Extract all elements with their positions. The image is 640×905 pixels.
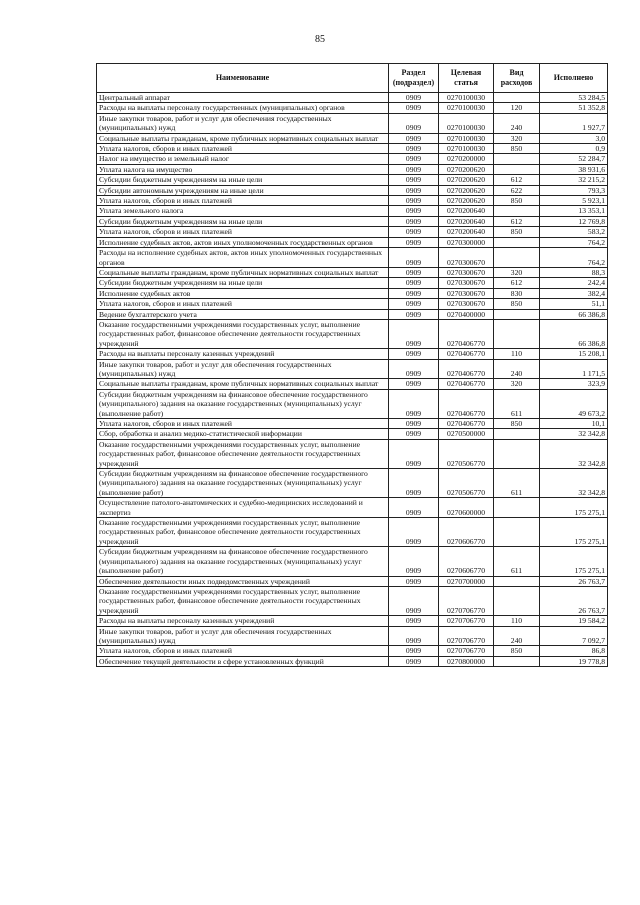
cell-target: 0270100030 xyxy=(439,113,494,133)
cell-target: 0270300670 xyxy=(439,278,494,288)
cell-section: 0909 xyxy=(389,133,439,143)
cell-kind: 850 xyxy=(494,227,540,237)
cell-section: 0909 xyxy=(389,288,439,298)
cell-target: 0270200620 xyxy=(439,175,494,185)
cell-kind xyxy=(494,93,540,103)
cell-name: Субсидии бюджетным учреждениям на иные цели xyxy=(97,278,389,288)
cell-amount: 5 923,1 xyxy=(540,196,608,206)
cell-kind: 850 xyxy=(494,419,540,429)
cell-name: Субсидии бюджетным учреждениям на финансовое обеспечение государственного (муниципального) задания на оказание государственных (муниципальных) услуг (выполнение работ) xyxy=(97,469,389,498)
cell-kind: 240 xyxy=(494,113,540,133)
table-row xyxy=(97,586,608,615)
cell-section: 0909 xyxy=(389,144,439,154)
cell-amount: 32 342,8 xyxy=(540,469,608,498)
cell-name: Субсидии бюджетным учреждениям на иные цели xyxy=(97,175,389,185)
cell-section: 0909 xyxy=(389,103,439,113)
cell-amount: 88,3 xyxy=(540,267,608,277)
cell-amount: 764,2 xyxy=(540,237,608,247)
table-row xyxy=(97,349,608,359)
cell-section: 0909 xyxy=(389,389,439,418)
header-target: Целевая статья xyxy=(439,64,494,93)
cell-kind xyxy=(494,164,540,174)
table-row xyxy=(97,646,608,656)
cell-kind: 622 xyxy=(494,185,540,195)
cell-kind xyxy=(494,154,540,164)
cell-amount: 19 778,8 xyxy=(540,656,608,666)
cell-section: 0909 xyxy=(389,576,439,586)
cell-amount: 3,0 xyxy=(540,133,608,143)
table-row xyxy=(97,389,608,418)
cell-section: 0909 xyxy=(389,419,439,429)
cell-amount: 1 171,5 xyxy=(540,359,608,379)
cell-amount: 175 275,1 xyxy=(540,498,608,518)
budget-execution-table xyxy=(96,63,608,667)
cell-name: Расходы на выплаты персоналу казенных учреждений xyxy=(97,349,389,359)
cell-section: 0909 xyxy=(389,547,439,576)
cell-target: 0270200620 xyxy=(439,164,494,174)
cell-name: Оказание государственными учреждениями государственных услуг, выполнение государственных работ, финансовое обеспечение деятельности государственных учреждений xyxy=(97,319,389,348)
table-row xyxy=(97,113,608,133)
cell-name: Уплата налогов, сборов и иных платежей xyxy=(97,144,389,154)
table-row xyxy=(97,164,608,174)
cell-name: Ведение бухгалтерского учета xyxy=(97,309,389,319)
table-row xyxy=(97,379,608,389)
cell-kind xyxy=(494,656,540,666)
cell-name: Уплата налогов, сборов и иных платежей xyxy=(97,646,389,656)
cell-kind xyxy=(494,576,540,586)
cell-target: 0270200620 xyxy=(439,185,494,195)
cell-kind: 850 xyxy=(494,144,540,154)
cell-target: 0270300670 xyxy=(439,248,494,268)
table-row xyxy=(97,616,608,626)
table-row xyxy=(97,103,608,113)
cell-amount: 764,2 xyxy=(540,248,608,268)
cell-name: Уплата налогов, сборов и иных платежей xyxy=(97,227,389,237)
cell-name: Социальные выплаты гражданам, кроме публичных нормативных социальных выплат xyxy=(97,267,389,277)
cell-amount: 38 931,6 xyxy=(540,164,608,174)
table-row xyxy=(97,206,608,216)
cell-amount: 242,4 xyxy=(540,278,608,288)
cell-section: 0909 xyxy=(389,309,439,319)
cell-amount: 13 353,1 xyxy=(540,206,608,216)
header-amount: Исполнено xyxy=(540,64,608,93)
table-row xyxy=(97,267,608,277)
cell-section: 0909 xyxy=(389,154,439,164)
table-row xyxy=(97,359,608,379)
cell-kind: 120 xyxy=(494,103,540,113)
cell-kind: 850 xyxy=(494,299,540,309)
cell-name: Иные закупки товаров, работ и услуг для обеспечения государственных (муниципальных) нужд xyxy=(97,113,389,133)
cell-section: 0909 xyxy=(389,278,439,288)
cell-name: Оказание государственными учреждениями государственных услуг, выполнение государственных работ, финансовое обеспечение деятельности государственных учреждений xyxy=(97,439,389,468)
cell-name: Социальные выплаты гражданам, кроме публичных нормативных социальных выплат xyxy=(97,133,389,143)
cell-section: 0909 xyxy=(389,646,439,656)
cell-target: 0270100030 xyxy=(439,93,494,103)
cell-amount: 793,3 xyxy=(540,185,608,195)
cell-kind: 320 xyxy=(494,267,540,277)
cell-target: 0270406770 xyxy=(439,419,494,429)
cell-section: 0909 xyxy=(389,429,439,439)
cell-section: 0909 xyxy=(389,93,439,103)
cell-kind: 110 xyxy=(494,349,540,359)
cell-amount: 49 673,2 xyxy=(540,389,608,418)
table-row xyxy=(97,93,608,103)
cell-target: 0270406770 xyxy=(439,389,494,418)
cell-target: 0270200640 xyxy=(439,206,494,216)
table-row xyxy=(97,144,608,154)
cell-amount: 175 275,1 xyxy=(540,547,608,576)
cell-section: 0909 xyxy=(389,267,439,277)
table-row xyxy=(97,299,608,309)
cell-target: 0270706770 xyxy=(439,616,494,626)
cell-name: Обеспечение текущей деятельности в сфере установленных функций xyxy=(97,656,389,666)
cell-section: 0909 xyxy=(389,206,439,216)
cell-amount: 32 342,8 xyxy=(540,429,608,439)
cell-target: 0270500000 xyxy=(439,429,494,439)
cell-target: 0270100030 xyxy=(439,103,494,113)
cell-name: Сбор, обработка и анализ медико-статистической информации xyxy=(97,429,389,439)
cell-section: 0909 xyxy=(389,175,439,185)
table-row xyxy=(97,154,608,164)
cell-kind: 611 xyxy=(494,389,540,418)
cell-target: 0270300670 xyxy=(439,299,494,309)
table-header-row xyxy=(97,64,608,93)
cell-amount: 86,8 xyxy=(540,646,608,656)
cell-kind: 611 xyxy=(494,547,540,576)
cell-target: 0270100030 xyxy=(439,144,494,154)
cell-name: Уплата налога на имущество xyxy=(97,164,389,174)
cell-name: Субсидии бюджетным учреждениям на финансовое обеспечение государственного (муниципального) задания на оказание государственных (муниципальных) услуг (выполнение работ) xyxy=(97,389,389,418)
cell-name: Субсидии автономным учреждениям на иные цели xyxy=(97,185,389,195)
cell-kind xyxy=(494,586,540,615)
cell-section: 0909 xyxy=(389,196,439,206)
cell-section: 0909 xyxy=(389,439,439,468)
cell-name: Субсидии бюджетным учреждениям на иные цели xyxy=(97,216,389,226)
cell-section: 0909 xyxy=(389,498,439,518)
cell-section: 0909 xyxy=(389,185,439,195)
cell-amount: 19 584,2 xyxy=(540,616,608,626)
cell-amount: 26 763,7 xyxy=(540,586,608,615)
cell-name: Уплата налогов, сборов и иных платежей xyxy=(97,299,389,309)
cell-target: 0270606770 xyxy=(439,518,494,547)
cell-kind: 850 xyxy=(494,646,540,656)
cell-kind: 320 xyxy=(494,379,540,389)
table-row xyxy=(97,576,608,586)
cell-kind: 830 xyxy=(494,288,540,298)
cell-name: Исполнение судебных актов xyxy=(97,288,389,298)
table-row xyxy=(97,626,608,646)
cell-section: 0909 xyxy=(389,113,439,133)
table-row xyxy=(97,288,608,298)
cell-kind xyxy=(494,248,540,268)
cell-kind xyxy=(494,429,540,439)
cell-kind: 612 xyxy=(494,175,540,185)
cell-target: 0270706770 xyxy=(439,626,494,646)
cell-name: Обеспечение деятельности иных подведомственных учреждений xyxy=(97,576,389,586)
cell-section: 0909 xyxy=(389,656,439,666)
cell-kind: 320 xyxy=(494,133,540,143)
cell-target: 0270406770 xyxy=(439,319,494,348)
cell-name: Оказание государственными учреждениями государственных услуг, выполнение государственных работ, финансовое обеспечение деятельности государственных учреждений xyxy=(97,586,389,615)
cell-amount: 32 215,2 xyxy=(540,175,608,185)
cell-amount: 52 284,7 xyxy=(540,154,608,164)
cell-name: Осуществление патолого-анатомических и судебно-медицинских исследований и экспертиз xyxy=(97,498,389,518)
cell-name: Расходы на выплаты персоналу казенных учреждений xyxy=(97,616,389,626)
cell-target: 0270400000 xyxy=(439,309,494,319)
table-row xyxy=(97,469,608,498)
cell-kind xyxy=(494,319,540,348)
cell-name: Расходы на выплаты персоналу государственных (муниципальных) органов xyxy=(97,103,389,113)
table-row xyxy=(97,439,608,468)
cell-target: 0270200640 xyxy=(439,227,494,237)
cell-section: 0909 xyxy=(389,319,439,348)
cell-section: 0909 xyxy=(389,379,439,389)
cell-target: 0270406770 xyxy=(439,379,494,389)
cell-target: 0270706770 xyxy=(439,586,494,615)
table-body xyxy=(97,93,608,667)
cell-name: Центральный аппарат xyxy=(97,93,389,103)
cell-name: Субсидии бюджетным учреждениям на финансовое обеспечение государственного (муниципального) задания на оказание государственных (муниципальных) услуг (выполнение работ) xyxy=(97,547,389,576)
table-row xyxy=(97,498,608,518)
cell-kind xyxy=(494,518,540,547)
cell-name: Расходы на исполнение судебных актов, актов иных уполномоченных государственных органов xyxy=(97,248,389,268)
table-row xyxy=(97,319,608,348)
cell-name: Иные закупки товаров, работ и услуг для обеспечения государственных (муниципальных) нужд xyxy=(97,626,389,646)
table-row xyxy=(97,175,608,185)
cell-kind xyxy=(494,439,540,468)
cell-section: 0909 xyxy=(389,299,439,309)
cell-name: Уплата налогов, сборов и иных платежей xyxy=(97,196,389,206)
cell-name: Оказание государственными учреждениями государственных услуг, выполнение государственных работ, финансовое обеспечение деятельности государственных учреждений xyxy=(97,518,389,547)
cell-name: Уплата земельного налога xyxy=(97,206,389,216)
cell-kind: 611 xyxy=(494,469,540,498)
cell-section: 0909 xyxy=(389,248,439,268)
cell-kind xyxy=(494,309,540,319)
cell-target: 0270406770 xyxy=(439,359,494,379)
cell-amount: 323,9 xyxy=(540,379,608,389)
cell-target: 0270506770 xyxy=(439,469,494,498)
cell-section: 0909 xyxy=(389,349,439,359)
cell-target: 0270800000 xyxy=(439,656,494,666)
cell-amount: 26 763,7 xyxy=(540,576,608,586)
cell-kind xyxy=(494,498,540,518)
cell-amount: 1 927,7 xyxy=(540,113,608,133)
cell-section: 0909 xyxy=(389,237,439,247)
cell-kind: 850 xyxy=(494,196,540,206)
cell-kind xyxy=(494,206,540,216)
table-row xyxy=(97,185,608,195)
cell-amount: 10,1 xyxy=(540,419,608,429)
cell-target: 0270406770 xyxy=(439,349,494,359)
cell-amount: 175 275,1 xyxy=(540,518,608,547)
cell-target: 0270300670 xyxy=(439,288,494,298)
table-row xyxy=(97,133,608,143)
cell-name: Иные закупки товаров, работ и услуг для обеспечения государственных (муниципальных) нужд xyxy=(97,359,389,379)
table-row xyxy=(97,278,608,288)
table-row xyxy=(97,518,608,547)
cell-target: 0270200000 xyxy=(439,154,494,164)
cell-kind: 240 xyxy=(494,626,540,646)
cell-kind: 110 xyxy=(494,616,540,626)
cell-name: Налог на имущество и земельный налог xyxy=(97,154,389,164)
cell-section: 0909 xyxy=(389,164,439,174)
cell-target: 0270200620 xyxy=(439,196,494,206)
cell-amount: 583,2 xyxy=(540,227,608,237)
table-row xyxy=(97,237,608,247)
cell-kind: 240 xyxy=(494,359,540,379)
table-row xyxy=(97,656,608,666)
cell-section: 0909 xyxy=(389,616,439,626)
cell-section: 0909 xyxy=(389,469,439,498)
cell-section: 0909 xyxy=(389,359,439,379)
cell-amount: 15 208,1 xyxy=(540,349,608,359)
cell-target: 0270300000 xyxy=(439,237,494,247)
cell-amount: 382,4 xyxy=(540,288,608,298)
cell-amount: 32 342,8 xyxy=(540,439,608,468)
cell-target: 0270606770 xyxy=(439,547,494,576)
cell-name: Исполнение судебных актов, актов иных уполномоченных государственных органов xyxy=(97,237,389,247)
cell-amount: 66 386,8 xyxy=(540,309,608,319)
cell-amount: 0,9 xyxy=(540,144,608,154)
cell-section: 0909 xyxy=(389,518,439,547)
cell-target: 0270300670 xyxy=(439,267,494,277)
table-row xyxy=(97,216,608,226)
cell-target: 0270506770 xyxy=(439,439,494,468)
cell-kind: 612 xyxy=(494,278,540,288)
table-row xyxy=(97,227,608,237)
cell-target: 0270700000 xyxy=(439,576,494,586)
cell-kind xyxy=(494,237,540,247)
table-row xyxy=(97,309,608,319)
table-row xyxy=(97,248,608,268)
cell-section: 0909 xyxy=(389,586,439,615)
cell-amount: 66 386,8 xyxy=(540,319,608,348)
cell-amount: 51,1 xyxy=(540,299,608,309)
header-name: Наименование xyxy=(97,64,389,93)
table-row xyxy=(97,547,608,576)
cell-name: Уплата налогов, сборов и иных платежей xyxy=(97,419,389,429)
cell-amount: 7 092,7 xyxy=(540,626,608,646)
cell-section: 0909 xyxy=(389,227,439,237)
cell-amount: 12 769,8 xyxy=(540,216,608,226)
cell-target: 0270100030 xyxy=(439,133,494,143)
table-row xyxy=(97,429,608,439)
cell-amount: 51 352,8 xyxy=(540,103,608,113)
table-row xyxy=(97,419,608,429)
cell-amount: 53 284,5 xyxy=(540,93,608,103)
cell-section: 0909 xyxy=(389,216,439,226)
cell-target: 0270600000 xyxy=(439,498,494,518)
cell-kind: 612 xyxy=(494,216,540,226)
header-kind: Вид расходов xyxy=(494,64,540,93)
header-section: Раздел (подраздел) xyxy=(389,64,439,93)
cell-target: 0270200640 xyxy=(439,216,494,226)
page-number: 85 xyxy=(315,34,325,45)
cell-section: 0909 xyxy=(389,626,439,646)
cell-name: Социальные выплаты гражданам, кроме публичных нормативных социальных выплат xyxy=(97,379,389,389)
table-row xyxy=(97,196,608,206)
cell-target: 0270706770 xyxy=(439,646,494,656)
